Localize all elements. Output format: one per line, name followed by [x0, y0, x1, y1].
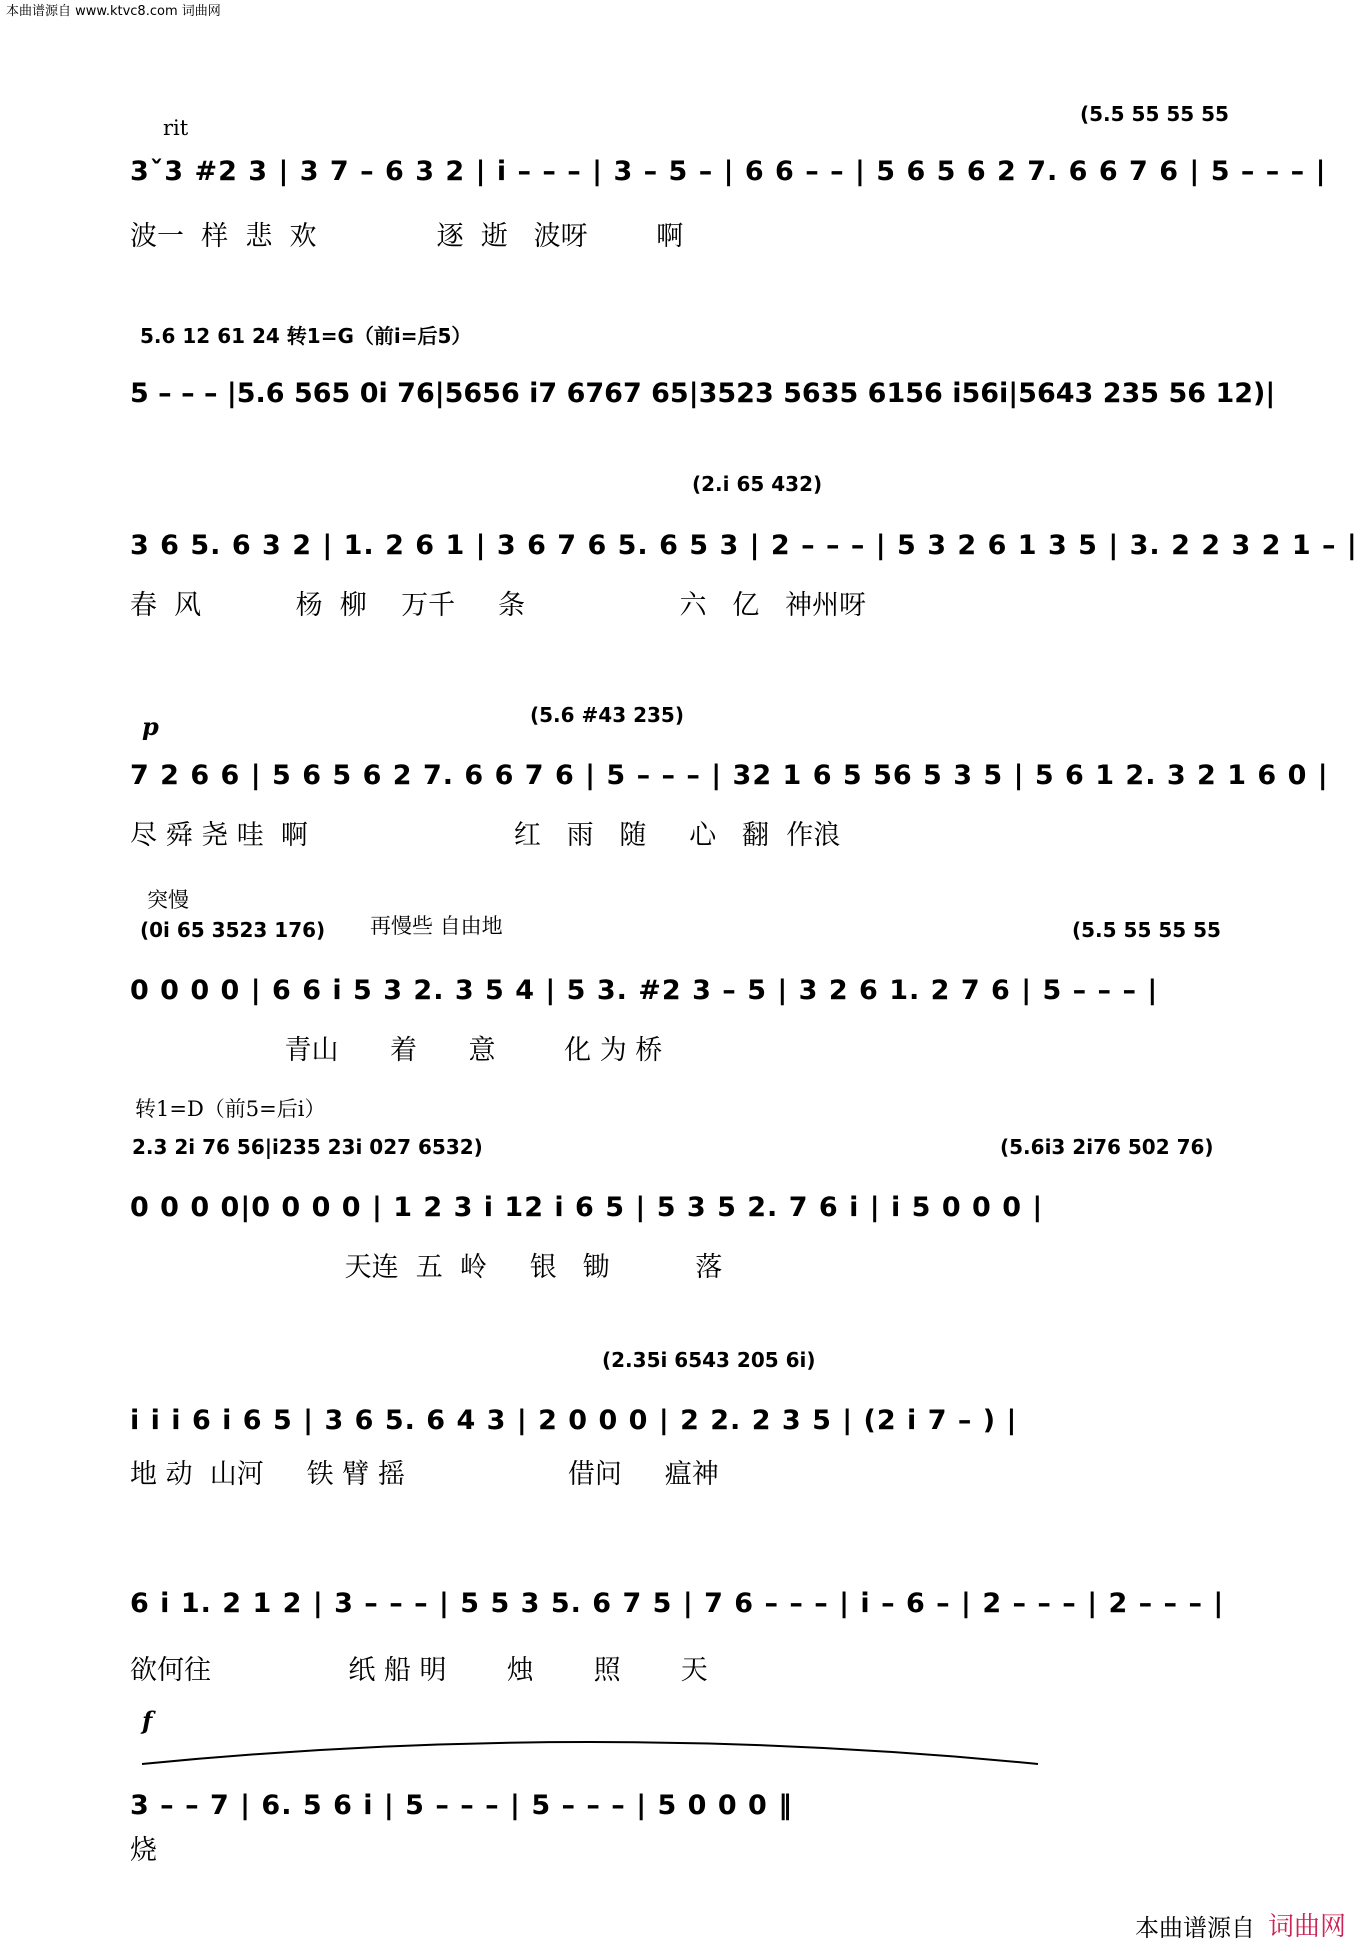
lyrics-line-6: 天连 五 岭 银 锄 落 — [130, 1252, 723, 1283]
lyrics-line-3: 春 风 杨 柳 万千 条 六 亿 神州呀 — [130, 590, 866, 621]
key-change-d: 转1=D（前5=后i） — [135, 1097, 326, 1121]
intro-phrase: (2.i 65 432) — [692, 472, 823, 496]
notation-line-6: 0 0 0 0|0 0 0 0 | 1 2 3 i 12 i 6 5 | 5 3 5 2. 7 6 i | i 5 0 0 0 | — [130, 1192, 1044, 1223]
footer-source-label: 本曲谱源自 — [1135, 1914, 1255, 1942]
lyrics-line-9: 烧 — [130, 1835, 157, 1866]
lyrics-line-4: 尽 舜 尧 哇 啊 红 雨 随 心 翻 作浪 — [130, 820, 841, 851]
tempo-sudden-slow: 突慢 — [147, 888, 189, 912]
lyrics-line-7: 地 动 山河 铁 臂 摇 借问 瘟神 — [130, 1459, 719, 1490]
intro-phrase: (0i 65 3523 176) — [140, 918, 326, 942]
notation-line-8: 6 i 1. 2 1 2 | 3 – – – | 5 5 3 5. 6 7 5 | 7 6 – – – | i – 6 – | 2 – – – | 2 – – – | — [130, 1588, 1225, 1619]
lyrics-line-5: 青山 着 意 化 为 桥 — [130, 1035, 663, 1066]
phrase-slur — [140, 1726, 1040, 1766]
notation-line-2: 5 – – – |5.6 565 0i 76|5656 i7 6767 65|3523 5635 6156 i56i|5643 235 56 12)| — [130, 378, 1276, 409]
source-watermark: 本曲谱源自 www.ktvc8.com 词曲网 — [6, 4, 221, 19]
intro-phrase: (5.6i3 2i76 502 76) — [1000, 1135, 1214, 1159]
dynamic-piano: p — [142, 712, 159, 741]
tempo-rit: rit — [163, 116, 189, 140]
intro-phrase: 5.6 12 61 24 转1=G（前i=后5） — [140, 324, 472, 348]
intro-phrase: (2.35i 6543 205 6i) — [602, 1348, 816, 1372]
notation-line-3: 3 6 5. 6 3 2 | 1. 2 6 1 | 3 6 7 6 5. 6 5 3 | 2 – – – | 5 3 2 6 1 3 5 | 3. 2 2 3 2 1 – | — [130, 530, 1358, 561]
notation-line-4: 7 2 6 6 | 5 6 5 6 2 7. 6 6 7 6 | 5 – – – | 32 1 6 5 56 5 3 5 | 5 6 1 2. 3 2 1 6 0 | — [130, 760, 1329, 791]
intro-phrase: (5.6 #43 235) — [530, 703, 684, 727]
notation-line-7: i i i 6 i 6 5 | 3 6 5. 6 4 3 | 2 0 0 0 | 2 2. 2 3 5 | (2 i 7 – ) | — [130, 1405, 1018, 1436]
lyrics-line-8: 欲何往 纸 船 明 烛 照 天 — [130, 1655, 708, 1686]
intro-phrase: (5.5 55 55 55 — [1080, 102, 1229, 126]
lyrics-line-1: 波一 样 悲 欢 逐 逝 波呀 啊 — [130, 221, 684, 252]
intro-phrase: (5.5 55 55 55 — [1072, 918, 1221, 942]
notation-line-1: 3ˇ3 #2 3 | 3 7 – 6 3 2 | i – – – | 3 – 5 – | 6 6 – – | 5 6 5 6 2 7. 6 6 7 6 | 5 – – – | — [130, 156, 1327, 187]
notation-line-9: 3 – – 7 | 6. 5 6 i | 5 – – – | 5 – – – | 5 0 0 0 ‖ — [130, 1790, 793, 1821]
intro-phrase: 2.3 2i 76 56|i235 23i 027 6532) — [132, 1135, 483, 1159]
tempo-freely: 再慢些 自由地 — [370, 914, 503, 938]
dynamic-forte: f — [142, 1706, 153, 1735]
notation-line-5: 0 0 0 0 | 6 6 i 5 3 2. 3 5 4 | 5 3. #2 3 – 5 | 3 2 6 1. 2 7 6 | 5 – – – | — [130, 975, 1159, 1006]
footer-site-logo: 词曲网 — [1268, 1912, 1347, 1942]
